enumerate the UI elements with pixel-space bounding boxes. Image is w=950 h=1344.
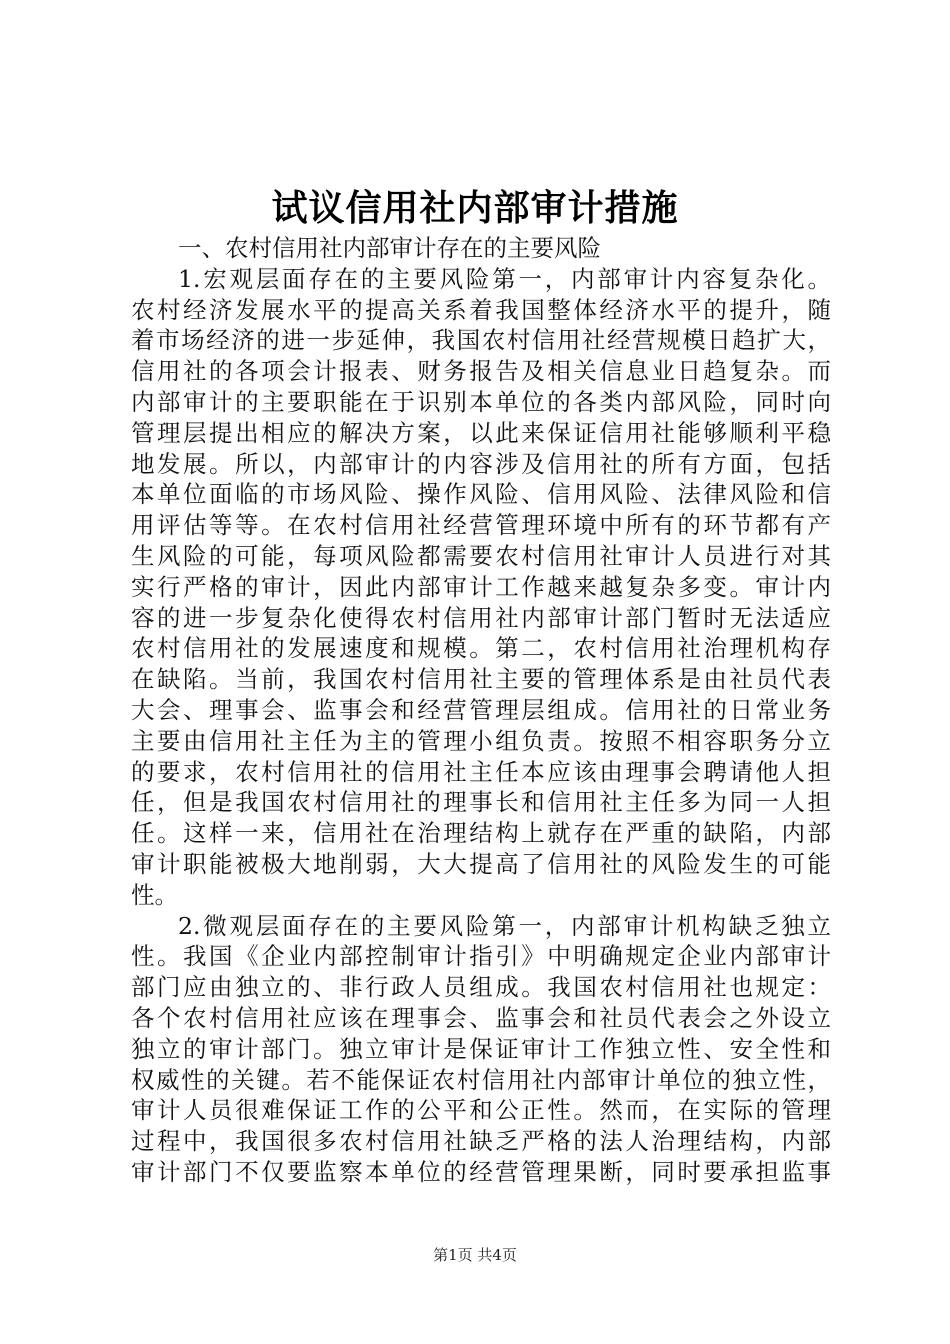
body-line: 过程中，我国很多农村信用社缺乏严格的法人治理结构，内部	[131, 1127, 831, 1156]
document-body	[131, 233, 831, 1188]
body-line: 农村信用社的发展速度和规模。第二，农村信用社治理机构存	[131, 634, 831, 663]
body-line: 1.宏观层面存在的主要风险第一，内部审计内容复杂化。	[178, 264, 831, 293]
body-line: 审计职能被极大地削弱，大大提高了信用社的风险发生的可能	[131, 849, 831, 878]
body-line: 审计人员很难保证工作的公平和公正性。然而，在实际的管理	[131, 1096, 831, 1125]
body-line: 2.微观层面存在的主要风险第一，内部审计机构缺乏独立	[178, 911, 831, 940]
body-line: 性。我国《企业内部控制审计指引》中明确规定企业内部审计	[131, 942, 831, 971]
body-line: 各个农村信用社应该在理事会、监事会和社员代表会之外设立	[131, 1003, 831, 1032]
body-line: 部门应由独立的、非行政人员组成。我国农村信用社也规定：	[131, 973, 831, 1002]
body-line: 权威性的关键。若不能保证农村信用社内部审计单位的独立性，	[131, 1065, 831, 1094]
body-line: 审计部门不仅要监察本单位的经营管理果断，同时要承担监事	[131, 1157, 831, 1186]
body-line: 着市场经济的进一步延伸，我国农村信用社经营规模日趋扩大，	[131, 326, 831, 355]
body-line: 用评估等等。在农村信用社经营管理环境中所有的环节都有产	[131, 511, 831, 540]
body-line: 一、农村信用社内部审计存在的主要风险	[178, 234, 601, 262]
page-number-footer: 第1页 共4页	[433, 1246, 517, 1264]
body-line: 内部审计的主要职能在于识别本单位的各类内部风险，同时向	[131, 387, 831, 416]
body-line: 的要求，农村信用社的信用社主任本应该由理事会聘请他人担	[131, 757, 831, 786]
body-line: 容的进一步复杂化使得农村信用社内部审计部门暂时无法适应	[131, 603, 831, 632]
body-line: 在缺陷。当前，我国农村信用社主要的管理体系是由社员代表	[131, 665, 831, 694]
body-line: 管理层提出相应的解决方案，以此来保证信用社能够顺利平稳	[131, 418, 831, 447]
body-line: 任，但是我国农村信用社的理事长和信用社主任多为同一人担	[131, 788, 831, 817]
body-line: 信用社的各项会计报表、财务报告及相关信息业日趋复杂。而	[131, 357, 831, 386]
body-line: 主要由信用社主任为主的管理小组负责。按照不相容职务分立	[131, 726, 831, 755]
body-line: 实行严格的审计，因此内部审计工作越来越复杂多变。审计内	[131, 572, 831, 601]
body-line: 地发展。所以，内部审计的内容涉及信用社的所有方面，包括	[131, 449, 831, 478]
body-line: 本单位面临的市场风险、操作风险、信用风险、法律风险和信	[131, 480, 831, 509]
body-line: 任。这样一来，信用社在治理结构上就存在严重的缺陷，内部	[131, 819, 831, 848]
body-line: 独立的审计部门。独立审计是保证审计工作独立性、安全性和	[131, 1034, 831, 1063]
body-line: 生风险的可能，每项风险都需要农村信用社审计人员进行对其	[131, 541, 831, 570]
body-line: 大会、理事会、监事会和经营管理层组成。信用社的日常业务	[131, 695, 831, 724]
document-title: 试议信用社内部审计措施	[271, 187, 679, 229]
body-line: 农村经济发展水平的提高关系着我国整体经济水平的提升，随	[131, 295, 831, 324]
body-line: 性。	[131, 880, 178, 909]
